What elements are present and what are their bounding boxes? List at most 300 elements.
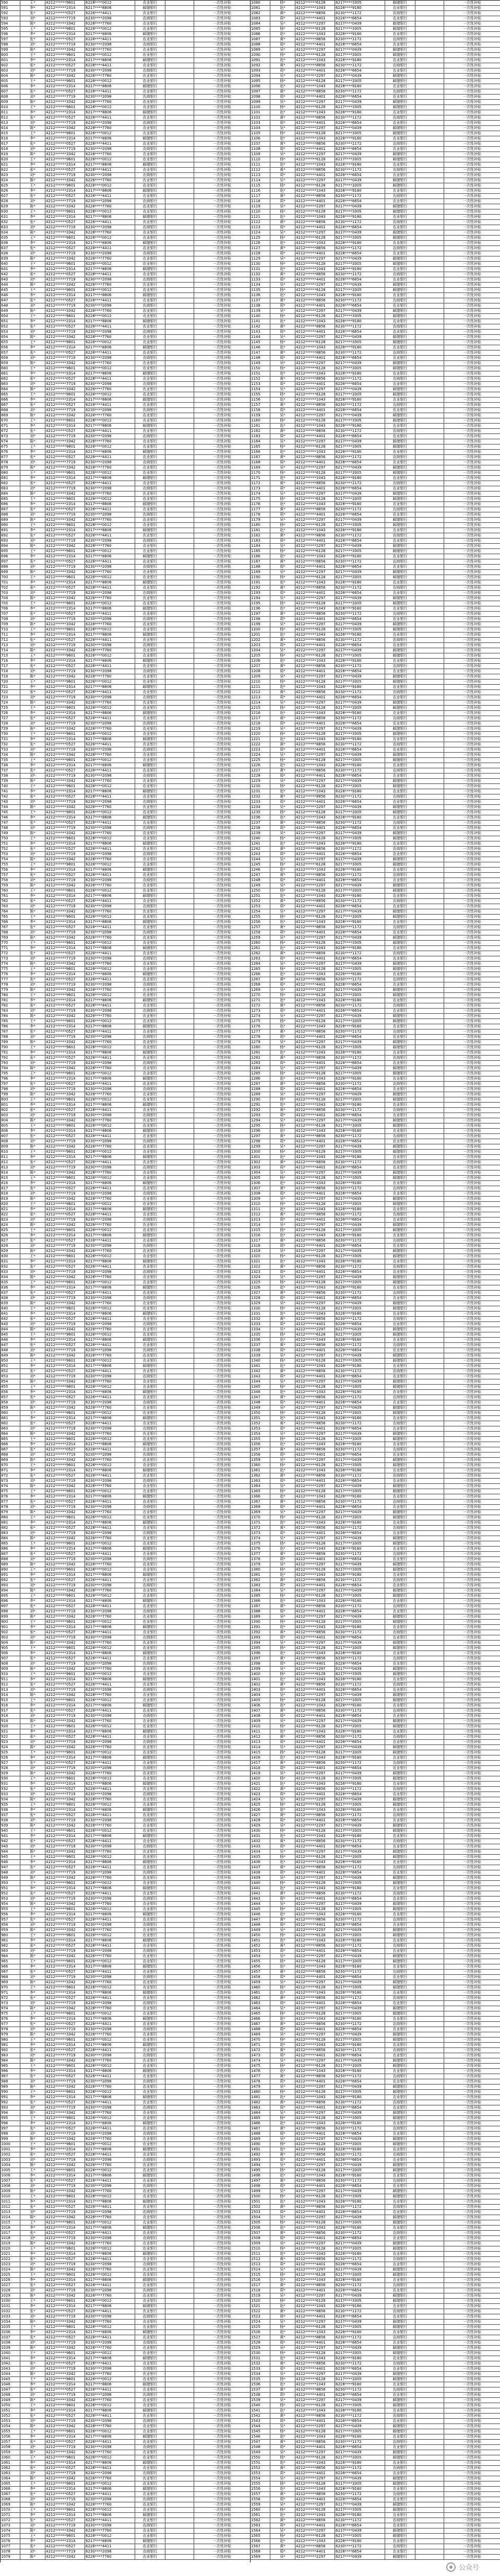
row-bank: 农业银行 (135, 1202, 165, 1207)
row-account: 6228****0012 (85, 1802, 135, 1807)
row-name: 张* (20, 2048, 45, 2053)
row-account: 6228****0012 (85, 1594, 135, 1598)
row-bank: 农业银行 (135, 1839, 165, 1844)
row-name: 李* (20, 1390, 45, 1395)
row-name: 王* (20, 2377, 45, 2382)
row-bank: 农业银行 (135, 230, 165, 235)
row-name: 陈* (20, 1066, 45, 1071)
row-name: 李* (20, 1416, 45, 1421)
row-amount (165, 1484, 194, 1489)
row-account: 6230****2098 (85, 1975, 135, 1980)
row-id-number: 4212******9601 (45, 888, 85, 893)
row-bank: 农业银行 (135, 2518, 165, 2523)
row-bank: 农业银行 (385, 502, 415, 507)
row-type: 一次性补贴 (194, 883, 251, 888)
row-number: 739 (1, 779, 20, 783)
row-account: 6228****4411 (85, 1238, 135, 1243)
row-name: 吴* (270, 21, 295, 26)
row-id-number: 4212******2314 (45, 1494, 85, 1499)
row-account: 6228****0012 (85, 1463, 135, 1468)
table-row (1, 1933, 250, 1938)
row-account: 6217****8806 (85, 1703, 135, 1708)
row-amount (165, 1092, 194, 1097)
row-bank: 农业银行 (385, 267, 415, 272)
row-bank: 农业银行 (135, 915, 165, 919)
row-name: 李* (20, 633, 45, 637)
row-name: 王* (20, 288, 45, 292)
row-id-number: 4212******0527 (45, 873, 85, 877)
row-bank: 农业银行 (135, 1614, 165, 1619)
row-name: 刘* (20, 2523, 45, 2528)
row-account: 6228****4411 (85, 194, 135, 198)
row-account: 6228****0012 (85, 706, 135, 710)
row-id-number: 4212******3342 (45, 1667, 85, 1671)
row-bank: 邮储银行 (385, 27, 415, 31)
row-name: 陈* (20, 309, 45, 313)
row-number: 1118 (251, 199, 270, 204)
row-type: 一次性补贴 (444, 246, 500, 251)
row-id-number: 4212******9601 (45, 2273, 85, 2277)
row-amount (165, 2173, 194, 2178)
row-type: 一次性补贴 (194, 1228, 251, 1233)
row-number: 666 (1, 397, 20, 402)
table-row (1, 2079, 250, 2085)
row-amount (165, 1009, 194, 1013)
row-type: 一次性补贴 (194, 1426, 251, 1431)
row-type: 一次性补贴 (194, 967, 251, 971)
row-type: 一次性补贴 (194, 1703, 251, 1708)
row-bank: 农业银行 (135, 2048, 165, 2053)
row-bank: 邮储银行 (135, 2252, 165, 2256)
row-account: 6230****2098 (85, 669, 135, 674)
row-name: 王* (20, 575, 45, 580)
row-amount (165, 2147, 194, 2152)
row-number: 647 (1, 298, 20, 303)
row-bank: 邮储银行 (135, 502, 165, 507)
row-bank: 农业银行 (135, 988, 165, 992)
row-amount (165, 753, 194, 757)
row-type: 一次性补贴 (194, 544, 251, 548)
row-type: 一次性补贴 (194, 721, 251, 726)
row-bank: 农业银行 (385, 319, 415, 324)
row-amount (165, 1630, 194, 1635)
row-account: 6217****0439 (335, 256, 385, 261)
row-number: 667 (1, 403, 20, 407)
row-bank: 农业银行 (135, 544, 165, 548)
table-row (1, 2194, 250, 2199)
row-account: 6217****8806 (85, 1494, 135, 1499)
row-number: 1200 (251, 627, 270, 632)
row-bank: 农业银行 (385, 643, 415, 648)
table-row (1, 1442, 250, 1447)
row-account: 6228****4411 (85, 1552, 135, 1556)
row-bank: 农业银行 (135, 559, 165, 564)
row-number: 950 (1, 1881, 20, 1886)
row-name: 王* (20, 1306, 45, 1311)
row-type: 一次性补贴 (444, 126, 500, 131)
row-id-number: 4212******0527 (45, 2074, 85, 2079)
row-type: 一次性补贴 (194, 1771, 251, 1776)
row-bank: 农商银行 (135, 68, 165, 73)
row-id-number: 4212******2297 (295, 439, 335, 444)
row-number: 1112 (251, 168, 270, 172)
row-name: 张* (20, 612, 45, 616)
row-number: 1095 (251, 79, 270, 84)
row-type: 一次性补贴 (194, 1938, 251, 1943)
row-account: 6230****2098 (85, 2549, 135, 2554)
table-row (1, 2121, 250, 2126)
row-account: 6228****4411 (85, 1317, 135, 1321)
row-id-number: 4212******7719 (45, 382, 85, 387)
row-type: 一次性补贴 (194, 486, 251, 491)
row-type: 一次性补贴 (194, 706, 251, 710)
row-name: 李* (20, 2487, 45, 2491)
row-type: 一次性补贴 (444, 256, 500, 261)
table-row (1, 1426, 250, 1432)
row-id-number: 4212******2314 (45, 2278, 85, 2282)
row-amount (165, 1406, 194, 1410)
row-amount (165, 800, 194, 804)
row-number: 1033 (1, 2314, 20, 2319)
row-name: 刘* (20, 303, 45, 308)
row-amount (165, 763, 194, 768)
row-account: 6217****8806 (85, 1050, 135, 1055)
row-id-number: 4212******2297 (295, 21, 335, 26)
row-bank: 农业银行 (135, 1928, 165, 1933)
row-account: 6217****8806 (85, 1468, 135, 1473)
row-id-number: 4212******9601 (45, 967, 85, 971)
row-type: 一次性补贴 (194, 2043, 251, 2047)
row-name: 王* (20, 1541, 45, 1546)
row-number: 735 (1, 758, 20, 763)
row-name: 张* (20, 115, 45, 120)
row-amount (165, 1541, 194, 1546)
row-name: 刘* (20, 1583, 45, 1588)
row-number: 641 (1, 267, 20, 272)
row-name: 张* (20, 1134, 45, 1139)
row-bank: 邮储银行 (135, 1755, 165, 1760)
row-bank: 农业银行 (385, 591, 415, 595)
row-id-number: 4212******3342 (45, 2058, 85, 2063)
row-id-number: 4212******2314 (45, 110, 85, 115)
row-id-number: 4212******2314 (45, 1625, 85, 1630)
row-number: 1123 (251, 225, 270, 230)
row-number: 859 (1, 1406, 20, 1410)
row-amount (165, 387, 194, 392)
row-id-number: 4212******0527 (45, 1891, 85, 1896)
row-amount (165, 2043, 194, 2047)
row-amount (165, 309, 194, 313)
row-id-number: 4212******2314 (45, 1547, 85, 1551)
row-amount (165, 162, 194, 167)
row-account: 6230****2098 (85, 356, 135, 360)
row-account: 6217****3305 (335, 288, 385, 292)
row-account: 6228****0012 (85, 915, 135, 919)
row-number: 1074 (1, 2528, 20, 2533)
row-type: 一次性补贴 (194, 2226, 251, 2230)
row-account: 6228****7760 (85, 1249, 135, 1254)
row-account: 6230****1172 (335, 272, 385, 277)
table-row (1, 1264, 250, 1270)
row-number: 1135 (251, 288, 270, 292)
row-account: 6217****8806 (85, 1285, 135, 1290)
table-row (1, 1447, 250, 1453)
row-name: 李* (20, 397, 45, 402)
table-row (1, 1599, 250, 1604)
row-id-number: 4212******9601 (45, 1541, 85, 1546)
row-account: 6228****4411 (85, 2361, 135, 2366)
row-type: 一次性补贴 (194, 1630, 251, 1635)
row-amount (165, 1536, 194, 1541)
row-amount (165, 1526, 194, 1530)
row-type: 一次性补贴 (194, 1421, 251, 1426)
row-type: 一次性补贴 (194, 1181, 251, 1186)
table-row (1, 1620, 250, 1625)
row-amount (165, 1123, 194, 1128)
row-account: 6217****8806 (85, 476, 135, 481)
row-name: 李* (20, 528, 45, 533)
row-amount (165, 53, 194, 57)
row-amount (165, 1395, 194, 1400)
row-type: 一次性补贴 (444, 418, 500, 423)
row-account: 6228****7760 (85, 1797, 135, 1802)
row-account: 6228****0012 (85, 131, 135, 136)
row-bank: 农业银行 (135, 836, 165, 841)
row-account: 6228****7760 (85, 857, 135, 862)
row-bank: 农商银行 (135, 982, 165, 987)
row-type: 一次性补贴 (444, 303, 500, 308)
row-name: 周* (270, 591, 295, 595)
table-row (1, 1254, 250, 1259)
row-amount (165, 554, 194, 559)
row-account: 6228****9180 (335, 162, 385, 167)
row-bank: 农商银行 (135, 721, 165, 726)
row-name: 李* (20, 1599, 45, 1603)
row-id-number: 4212******2314 (45, 1050, 85, 1055)
row-name: 李* (20, 424, 45, 428)
row-bank: 农业银行 (135, 664, 165, 669)
row-number: 886 (1, 1547, 20, 1551)
row-bank: 农业银行 (385, 68, 415, 73)
row-bank: 农业银行 (135, 1526, 165, 1530)
row-number: 681 (1, 476, 20, 481)
row-bank: 邮储银行 (135, 2330, 165, 2335)
row-type: 一次性补贴 (194, 1672, 251, 1677)
row-id-number: 4212******0527 (45, 2414, 85, 2418)
row-id-number: 4212******8856 (295, 690, 335, 695)
row-number: 1080 (251, 1, 270, 5)
table-row (1, 2027, 250, 2032)
row-number: 1126 (251, 241, 270, 245)
row-bank: 邮储银行 (135, 1886, 165, 1891)
row-number: 743 (1, 800, 20, 804)
row-name: 陈* (20, 674, 45, 679)
row-account: 6228****4411 (85, 377, 135, 381)
row-number: 661 (1, 371, 20, 376)
row-number: 1007 (1, 2179, 20, 2183)
table-row (1, 32, 250, 37)
row-number: 1170 (251, 471, 270, 475)
row-bank: 农业银行 (385, 147, 415, 151)
row-name: 吴* (270, 100, 295, 104)
row-account: 6217****3305 (335, 27, 385, 31)
row-number: 1128 (251, 251, 270, 256)
row-type: 一次性补贴 (194, 1139, 251, 1144)
table-row (1, 674, 250, 680)
row-name: 张* (20, 2335, 45, 2340)
row-name: 王* (20, 183, 45, 188)
table-row (1, 1024, 250, 1029)
row-number: 968 (1, 1975, 20, 1980)
row-name: 赵* (270, 502, 295, 507)
row-bank: 农商银行 (135, 538, 165, 543)
row-id-number: 4212******3342 (45, 2006, 85, 2011)
row-type: 一次性补贴 (194, 2293, 251, 2298)
row-bank: 农业银行 (135, 2241, 165, 2246)
row-account: 6217****8806 (85, 2278, 135, 2282)
row-type: 一次性补贴 (194, 2100, 251, 2105)
row-amount (165, 1834, 194, 1839)
row-bank: 农业银行 (135, 1500, 165, 1504)
table-row (1, 1233, 250, 1238)
row-number: 634 (1, 230, 20, 235)
row-account: 6228****7760 (85, 909, 135, 914)
row-amount (165, 1479, 194, 1483)
row-type: 一次性补贴 (194, 2215, 251, 2220)
row-account: 6230****2098 (85, 591, 135, 595)
row-amount (165, 1019, 194, 1024)
table-row (1, 805, 250, 810)
table-row (1, 147, 250, 152)
row-number: 760 (1, 888, 20, 893)
row-account: 6228****4411 (85, 1865, 135, 1870)
row-number: 598 (1, 42, 20, 47)
row-name: 张* (20, 1108, 45, 1113)
row-account: 6217****8806 (85, 815, 135, 820)
row-id-number: 4212******7719 (45, 277, 85, 282)
row-amount (165, 998, 194, 1003)
row-id-number: 4212******3342 (45, 1719, 85, 1724)
row-bank: 邮储银行 (135, 1442, 165, 1447)
row-type: 一次性补贴 (194, 888, 251, 893)
table-row (1, 951, 250, 956)
row-bank: 农业银行 (135, 1045, 165, 1050)
table-row (1, 1275, 250, 1280)
row-number: 619 (1, 152, 20, 157)
row-name: 吴* (270, 361, 295, 366)
table-row (1, 627, 250, 633)
row-account: 6228****7760 (85, 622, 135, 627)
row-id-number: 4212******0527 (45, 2440, 85, 2444)
row-bank: 农商银行 (385, 377, 415, 381)
row-number: 1154 (251, 387, 270, 392)
table-row (1, 1703, 250, 1708)
row-account: 6230****1172 (335, 350, 385, 355)
row-type: 一次性补贴 (194, 1312, 251, 1316)
row-id-number: 4212******2314 (45, 1860, 85, 1865)
row-type: 一次性补贴 (444, 575, 500, 580)
row-id-number: 4212******8856 (295, 194, 335, 198)
row-id-number: 4212******3342 (45, 1353, 85, 1358)
row-bank: 农业银行 (135, 1724, 165, 1729)
row-type: 一次性补贴 (194, 1959, 251, 1964)
row-id-number: 4212******2314 (45, 1938, 85, 1943)
row-number: 741 (1, 789, 20, 794)
row-account: 6228****0012 (85, 2403, 135, 2408)
row-name: 张* (20, 142, 45, 146)
row-amount (165, 1291, 194, 1295)
table-row (1, 131, 250, 136)
row-id-number: 4212******9601 (45, 2038, 85, 2042)
row-bank: 农业银行 (135, 1160, 165, 1165)
row-name: 陈* (20, 1458, 45, 1462)
row-bank: 农商银行 (135, 2419, 165, 2423)
row-name: 张* (20, 2518, 45, 2523)
row-id-number: 4212******7719 (45, 1217, 85, 1222)
row-id-number: 4212******9601 (45, 1332, 85, 1337)
row-id-number: 4212******9601 (45, 1672, 85, 1677)
row-amount (165, 1667, 194, 1671)
row-account: 6228****6654 (335, 121, 385, 125)
row-number: 712 (1, 638, 20, 642)
row-amount (165, 1802, 194, 1807)
row-name: 陈* (20, 857, 45, 862)
row-number: 627 (1, 194, 20, 198)
row-number: 687 (1, 507, 20, 512)
row-number: 1064 (1, 2476, 20, 2481)
row-number: 629 (1, 204, 20, 209)
row-bank: 邮储银行 (135, 998, 165, 1003)
row-number: 932 (1, 1787, 20, 1792)
table-row (1, 1562, 250, 1567)
row-account: 6228****0012 (85, 1646, 135, 1650)
row-bank: 农业银行 (135, 283, 165, 287)
row-account: 6228****0012 (85, 1776, 135, 1781)
row-number: 766 (1, 920, 20, 924)
row-name: 陈* (20, 1667, 45, 1671)
row-bank: 邮储银行 (385, 523, 415, 528)
row-number: 1130 (251, 262, 270, 266)
row-number: 1164 (251, 439, 270, 444)
row-name: 陈* (20, 1588, 45, 1593)
row-type: 一次性补贴 (194, 1661, 251, 1666)
row-type: 一次性补贴 (194, 330, 251, 334)
row-bank: 农业银行 (135, 1238, 165, 1243)
row-id-number: 4212******7719 (45, 721, 85, 726)
row-id-number: 4212******3342 (45, 1406, 85, 1410)
row-name: 杨* (270, 653, 295, 658)
row-amount (165, 538, 194, 543)
row-number: 1187 (251, 559, 270, 564)
row-name: 陈* (20, 2320, 45, 2324)
row-account: 6230****2098 (85, 330, 135, 334)
row-name: 刘* (20, 2262, 45, 2267)
row-id-number: 4212******9601 (45, 497, 85, 501)
table-row (1, 925, 250, 930)
row-account: 6228****7760 (85, 1197, 135, 1201)
row-name: 刘* (20, 1505, 45, 1509)
row-type: 一次性补贴 (194, 962, 251, 966)
table-row (1, 1515, 250, 1520)
row-bank: 农业银行 (135, 1254, 165, 1259)
row-bank: 农商银行 (135, 2471, 165, 2476)
table-row (1, 847, 250, 852)
row-name: 陈* (20, 2267, 45, 2272)
row-amount (165, 617, 194, 622)
row-amount (165, 612, 194, 616)
row-account: 6217****8806 (85, 685, 135, 689)
row-id-number: 4212******0527 (45, 272, 85, 277)
